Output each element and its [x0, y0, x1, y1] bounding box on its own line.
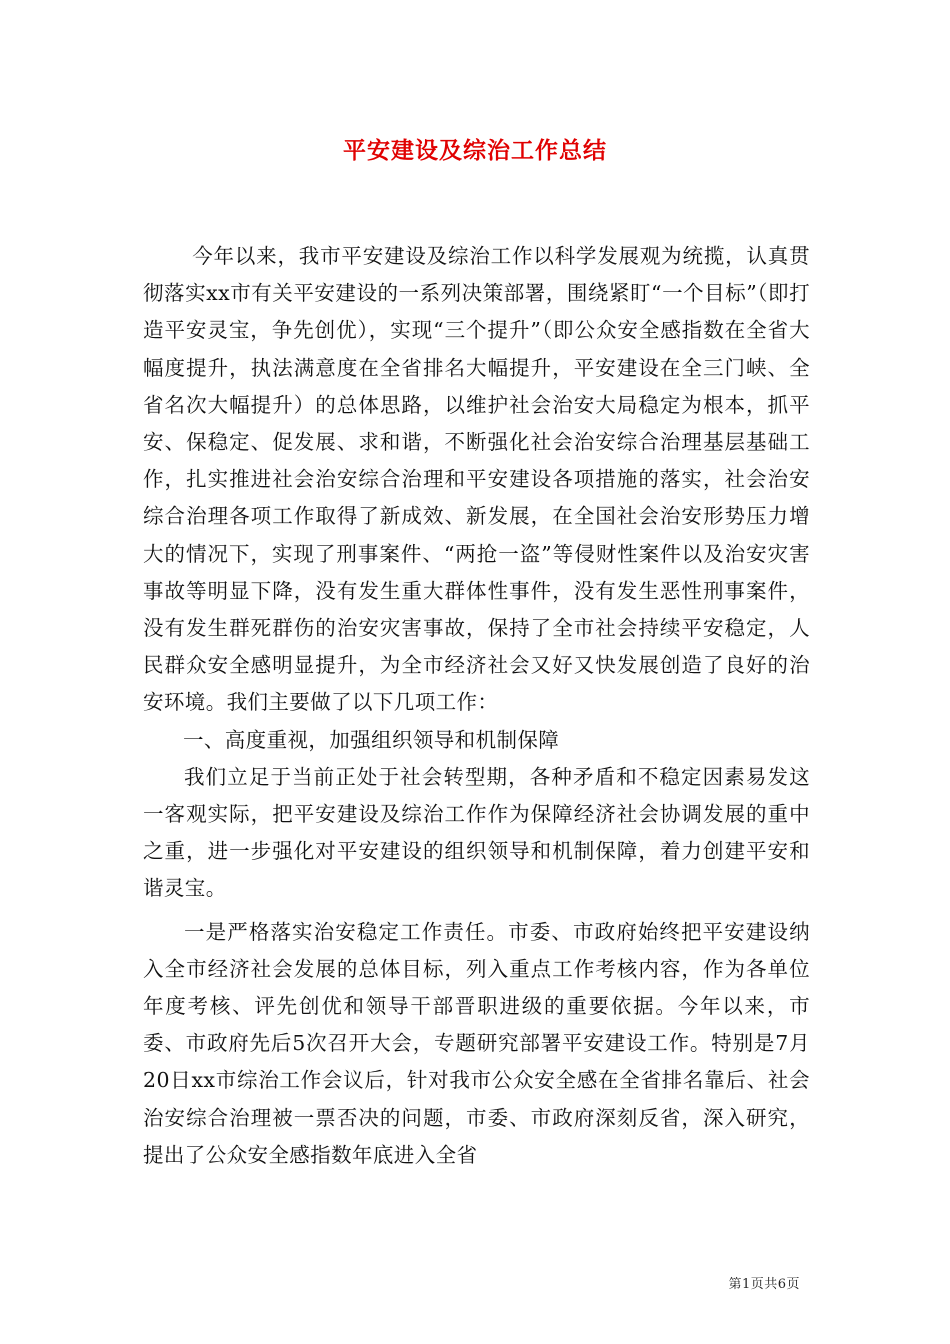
section-paragraph: 我们立足于当前正处于社会转型期，各种矛盾和不稳定因素易发这一客观实际，把平安建设及综治工作作为保障经济社会协调发展的重中之重，进一步强化对平安建设的组织领导和机制保障，着力创建平安和谐灵宝。	[143, 764, 810, 901]
page-number: 第1页共6页	[728, 1277, 800, 1292]
document-title: 平安建设及综治工作总结	[343, 137, 607, 164]
section-heading: 一、高度重视，加强组织领导和机制保障	[182, 727, 560, 752]
document-body	[143, 238, 810, 1174]
intro-paragraph: 今年以来，我市平安建设及综治工作以科学发展观为统揽，认真贯彻落实xx市有关平安建设的一系列决策部署，围绕紧盯“一个目标”（即打造平安灵宝，争先创优），实现“三个提升”（即公众安全感指数在全省大幅度提升，执法满意度在全省排名大幅提升，平安建设在全三门峡、全省名次大幅提升）的总体思路，以维护社会治安大局稳定为根本，抓平安、保稳定、促发展、求和谐，不断强化社会治安综合治理基层基础工作，扎实推进社会治安综合治理和平安建设各项措施的落实，社会治安综合治理各项工作取得了新成效、新发展，在全国社会治安形势压力增大的情况下，实现了刑事案件、“两抢一盗”等侵财性案件以及治安灾害事故等明显下降，没有发生重大群体性事件，没有发生恶性刑事案件，没有发生群死群伤的治安灾害事故，保持了全市社会持续平安稳定，人民群众安全感明显提升，为全市经济社会又好又快发展创造了良好的治安环境。我们主要做了以下几项工作：	[143, 244, 810, 715]
section-paragraph: 一是严格落实治安稳定工作责任。市委、市政府始终把平安建设纳入全市经济社会发展的总体目标，列入重点工作考核内容，作为各单位年度考核、评先创优和领导干部晋职进级的重要依据。今年以来，市委、市政府先后5次召开大会，专题研究部署平安建设工作。特别是7月20日xx市综治工作会议后，针对我市公众安全感在全省排名靠后、社会治安综合治理被一票否决的问题，市委、市政府深刻反省，深入研究，提出了公众安全感指数年底进入全省	[143, 919, 810, 1167]
